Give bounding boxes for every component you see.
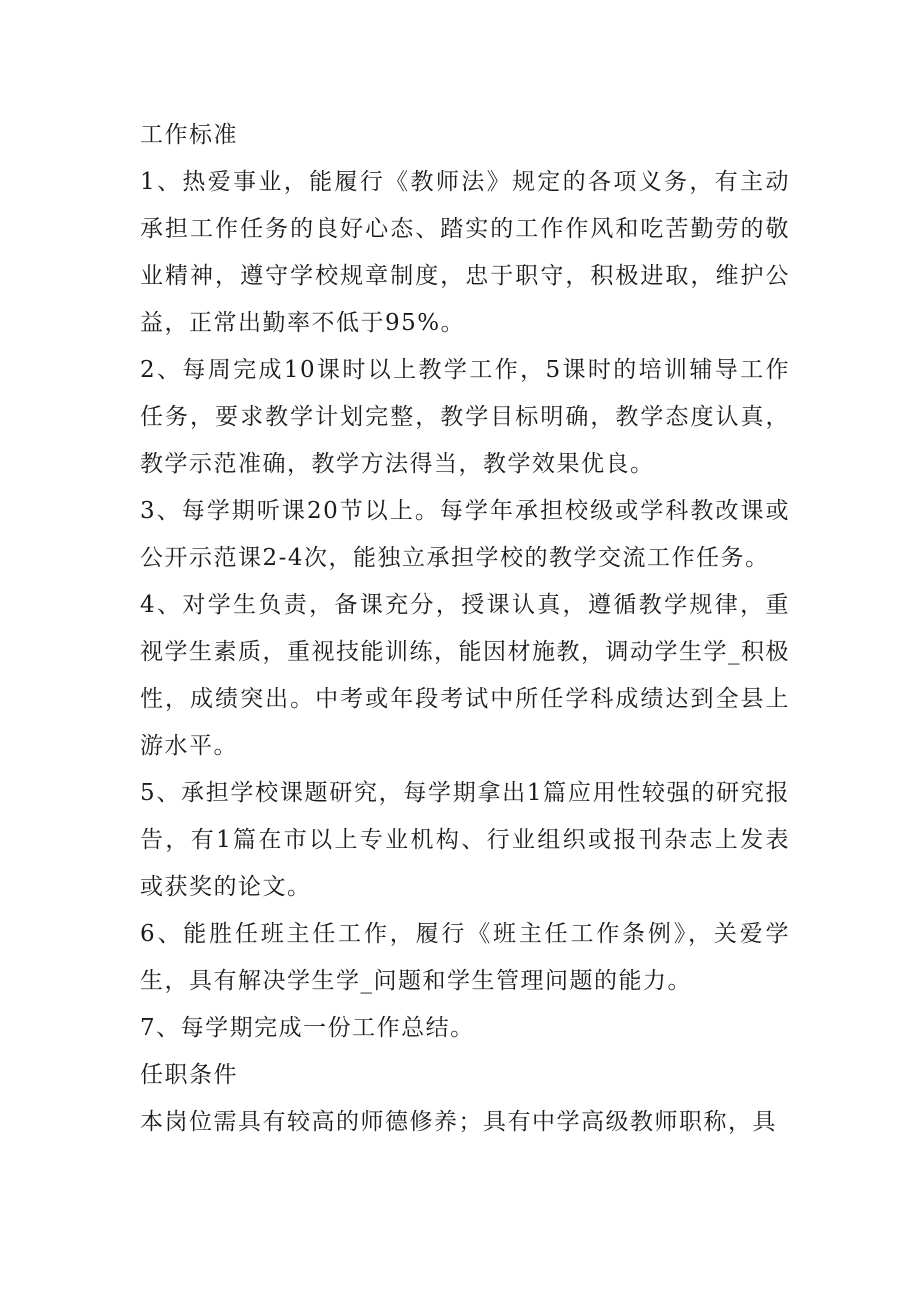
section-title-qualifications: 任职条件	[140, 1062, 238, 1088]
section-title-work-standards: 工作标准	[140, 122, 238, 148]
document-body	[140, 112, 790, 1146]
qualifications-text: 本岗位需具有较高的师德修养；具有中学高级教师职称，具	[140, 1109, 777, 1135]
standard-item-6: 6、能胜任班主任工作，履行《班主任工作条例》，关爱学生，具有解决学生学_问题和学生管理问题的能力。	[140, 921, 790, 994]
standard-item-7: 7、每学期完成一份工作总结。	[140, 1015, 475, 1041]
standard-item-5: 5、承担学校课题研究，每学期拿出1篇应用性较强的研究报告，有1篇在市以上专业机构、行业组织或报刊杂志上发表或获奖的论文。	[140, 780, 790, 900]
standard-item-1: 1、热爱事业，能履行《教师法》规定的各项义务，有主动承担工作任务的良好心态、踏实的工作作风和吃苦勤劳的敬业精神，遵守学校规章制度，忠于职守，积极进取，维护公益，正常出勤率不低于95%。	[140, 169, 790, 336]
standard-item-4: 4、对学生负责，备课充分，授课认真，遵循教学规律，重视学生素质，重视技能训练，能因材施教，调动学生学_积极性，成绩突出。中考或年段考试中所任学科成绩达到全县上游水平。	[140, 592, 790, 759]
standard-item-3: 3、每学期听课20节以上。每学年承担校级或学科教改课或公开示范课2-4次，能独立承担学校的教学交流工作任务。	[140, 498, 790, 571]
standard-item-2: 2、每周完成10课时以上教学工作，5课时的培训辅导工作任务，要求教学计划完整，教学目标明确，教学态度认真，教学示范准确，教学方法得当，教学效果优良。	[140, 357, 790, 477]
